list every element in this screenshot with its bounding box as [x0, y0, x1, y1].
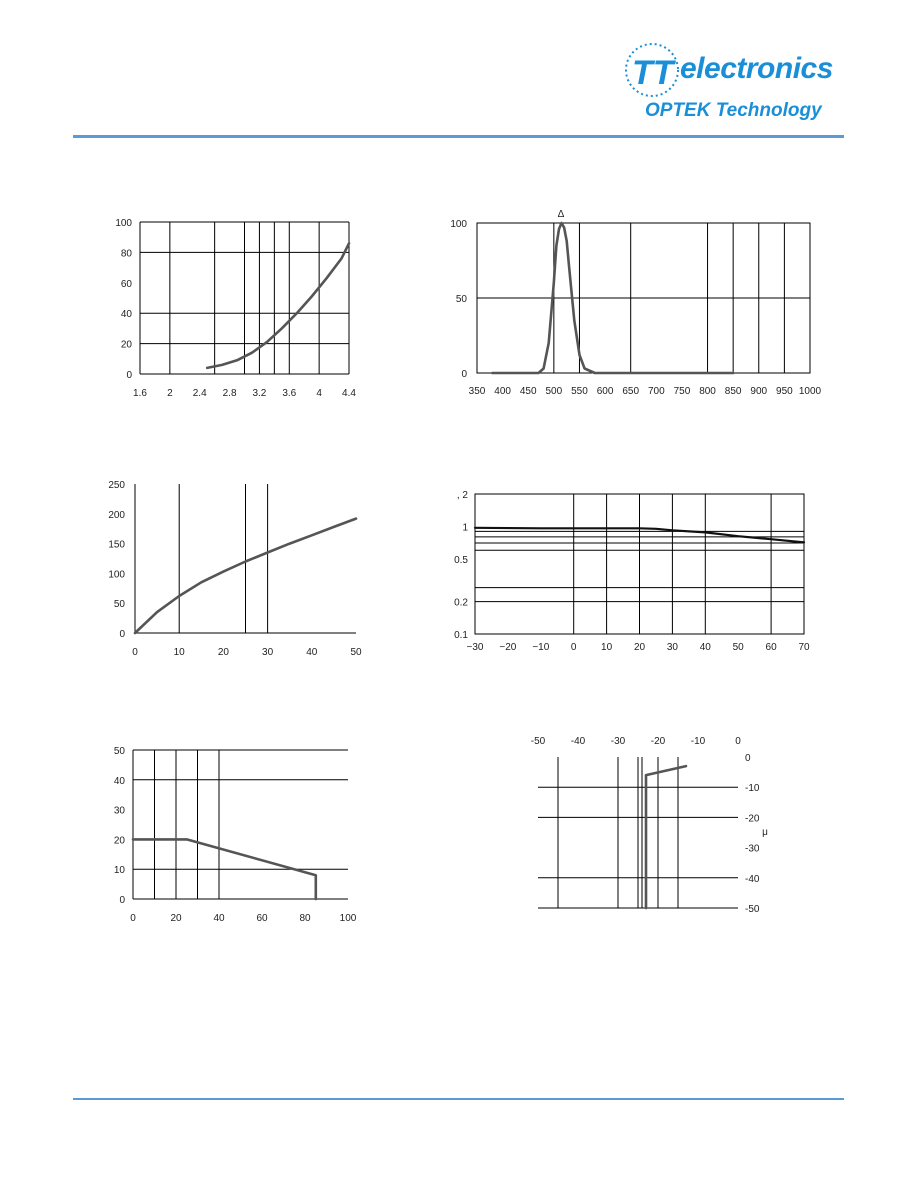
- chart4-x-tick-label: 40: [699, 642, 711, 653]
- chart5-y-tick-label: 50: [113, 746, 125, 757]
- chart1-y-tick-label: 60: [120, 278, 132, 290]
- chart4-x-tick-label: −30: [466, 642, 484, 653]
- chart3-y-tick-label: 0: [119, 629, 125, 640]
- chart2-x-tick-label: 850: [724, 386, 742, 397]
- chart5-y-tick-label: 20: [113, 835, 125, 847]
- chart3-x-tick-label: 20: [217, 647, 229, 658]
- chart6-y-tick-label: -30: [745, 843, 760, 855]
- chart6-x-tick-label: 0: [735, 736, 741, 747]
- footer-rule: [73, 1098, 844, 1100]
- chart6-x-tick-label: -40: [570, 736, 586, 747]
- chart3-x-tick-label: 10: [173, 647, 185, 658]
- chart-5: [95, 740, 375, 935]
- chart4-y-tick-label: 0.5: [454, 554, 468, 566]
- chart1-y-tick-label: 100: [115, 218, 132, 229]
- chart3-y-tick-label: 200: [108, 509, 125, 521]
- chart3-y-tick-label: 100: [108, 569, 125, 581]
- chart2-x-tick-label: 350: [468, 386, 486, 397]
- chart2-x-tick-label: 500: [545, 386, 563, 397]
- chart2-annotation: Δ: [557, 209, 565, 220]
- chart2-y-tick-label: 100: [450, 219, 467, 230]
- chart5-y-tick-label: 30: [113, 805, 125, 817]
- logo-mark: TT: [632, 54, 674, 92]
- chart1-x-tick-label: 2.4: [192, 388, 207, 399]
- chart6-x-tick-label: -50: [530, 736, 546, 747]
- chart6-x-tick-label: -20: [650, 736, 666, 747]
- chart2-x-tick-label: 550: [571, 386, 588, 397]
- chart2-x-tick-label: 400: [494, 386, 511, 397]
- chart6-x-tick-label: -10: [690, 736, 706, 747]
- chart2-x-tick-label: 650: [622, 386, 640, 397]
- chart1-x-tick-label: 2.8: [222, 388, 237, 399]
- chart1-x-tick-label: 4: [316, 388, 322, 399]
- chart2-x-tick-label: 800: [699, 386, 716, 397]
- chart4-x-tick-label: 10: [601, 642, 613, 653]
- chart1-x-tick-label: 3.2: [252, 388, 267, 399]
- chart5-x-tick-label: 60: [256, 913, 268, 924]
- chart3-x-tick-label: 40: [306, 647, 318, 658]
- chart5-x-tick-label: 100: [339, 913, 357, 924]
- chart1-series-line-0: [207, 243, 349, 368]
- chart5-x-tick-label: 0: [130, 913, 136, 924]
- chart4-x-tick-label: 70: [798, 642, 810, 653]
- chart2-x-tick-label: 700: [647, 386, 665, 397]
- chart2-x-tick-label: 950: [776, 386, 793, 397]
- chart2-x-tick-label: 1000: [798, 386, 822, 397]
- chart6-y-tick-label: -20: [745, 813, 760, 825]
- chart4-x-tick-label: −10: [532, 642, 550, 653]
- chart6-annotation: μ: [762, 827, 768, 838]
- chart3-y-tick-label: 250: [108, 480, 125, 491]
- chart4-x-tick-label: 30: [666, 642, 678, 653]
- chart5-x-tick-label: 80: [299, 913, 311, 924]
- chart-3: [95, 475, 375, 665]
- chart3-x-tick-label: 0: [132, 647, 138, 658]
- logo-word: electronics: [680, 52, 833, 85]
- chart2-y-tick-label: 0: [461, 369, 467, 380]
- chart4-y-tick-label: 0.2: [454, 597, 468, 609]
- chart6-y-tick-label: -50: [745, 904, 760, 915]
- chart-4: [440, 478, 830, 663]
- chart3-y-tick-label: 150: [108, 539, 125, 551]
- chart-6: [520, 730, 800, 925]
- chart3-x-tick-label: 30: [262, 647, 274, 658]
- chart6-y-tick-label: -40: [745, 873, 760, 885]
- chart4-x-tick-label: −20: [499, 642, 517, 653]
- chart1-y-tick-label: 20: [120, 339, 132, 351]
- chart5-y-tick-label: 40: [113, 775, 125, 787]
- chart2-x-tick-label: 750: [673, 386, 691, 397]
- chart5-y-tick-label: 0: [119, 895, 125, 906]
- chart1-y-tick-label: 40: [120, 309, 132, 321]
- chart1-x-tick-label: 4.4: [342, 388, 356, 399]
- chart-1: [100, 210, 370, 410]
- chart1-y-tick-label: 0: [126, 370, 132, 381]
- chart2-y-tick-label: 50: [455, 294, 467, 305]
- chart4-x-tick-label: 60: [765, 642, 777, 653]
- chart4-y-tick-label: , 2: [456, 490, 468, 501]
- chart1-x-tick-label: 3.6: [282, 388, 297, 399]
- chart4-x-tick-label: 20: [633, 642, 646, 653]
- chart3-y-tick-label: 50: [113, 599, 125, 611]
- chart1-y-tick-label: 80: [120, 248, 132, 260]
- chart1-x-tick-label: 1.6: [133, 388, 147, 399]
- chart2-x-tick-label: 600: [596, 386, 614, 397]
- chart2-x-tick-label: 900: [750, 386, 768, 397]
- chart3-x-tick-label: 50: [350, 647, 362, 658]
- chart6-y-tick-label: 0: [745, 753, 751, 764]
- chart2-x-tick-label: 450: [519, 386, 537, 397]
- chart4-x-tick-label: 0: [570, 642, 577, 653]
- chart5-x-tick-label: 40: [213, 913, 225, 924]
- chart6-x-tick-label: -30: [610, 736, 626, 747]
- chart5-x-tick-label: 20: [170, 913, 182, 924]
- header-rule: [73, 135, 844, 138]
- chart4-x-tick-label: 50: [732, 642, 744, 653]
- chart-2: [435, 205, 835, 405]
- chart1-x-tick-label: 2: [167, 388, 173, 399]
- logo-subtitle: OPTEK Technology: [645, 100, 822, 121]
- chart6-y-tick-label: -10: [745, 783, 760, 795]
- chart5-y-tick-label: 10: [113, 865, 125, 877]
- chart4-y-tick-label: 1: [462, 522, 468, 534]
- chart4-y-tick-label: 0.1: [454, 630, 468, 641]
